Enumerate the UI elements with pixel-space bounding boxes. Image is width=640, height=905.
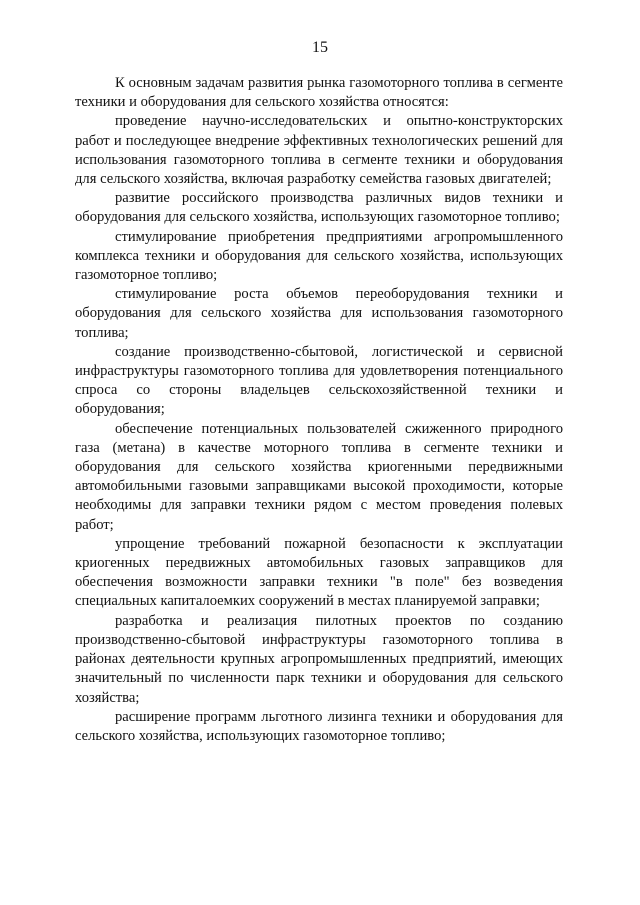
list-item-purchase-incentives: стимулирование приобретения предприятиями агропромышленного комплекса техники и оборудования для сельского хозяйства, использующих газомоторное топливо; [75, 228, 563, 284]
list-item-fire-safety: упрощение требований пожарной безопасности к эксплуатации криогенных передвижных автомобильных газовых заправщиков для обеспечения возможности заправки техники "в поле" без возведения специальных капиталоемких сооружений в местах планируемой заправки; [75, 535, 563, 610]
list-item-research: проведение научно-исследовательских и опытно-конструкторских работ и последующее внедрение эффективных технологических решений для использования газомоторного топлива в сегменте техники и оборудования для сельского хозяйства, включая разработку семейства газовых двигателей; [75, 113, 563, 188]
list-item-infrastructure: создание производственно-сбытовой, логистической и сервисной инфраструктуры газомоторного топлива для удовлетворения потенциального спроса со стороны владельцев сельскохозяйственной техники и оборудования; [75, 343, 563, 418]
list-item-pilot-projects: разработка и реализация пилотных проектов по созданию производственно-сбытовой инфраструктуры газомоторного топлива в районах деятельности крупных агропромышленных предприятий, имеющих значительный по численности парк техники и оборудования для сельского хозяйства; [75, 612, 563, 706]
list-item-conversion-incentives: стимулирование роста объемов переоборудования техники и оборудования для сельского хозяйства для использования газомоторного топлива; [75, 286, 563, 341]
list-item-domestic-production: развитие российского производства различных видов техники и оборудования для сельского хозяйства, использующих газомоторное топливо; [75, 190, 563, 226]
list-item-cryogenic-refuelers: обеспечение потенциальных пользователей сжиженного природного газа (метана) в качестве моторного топлива в сегменте техники и оборудования для сельского хозяйства криогенными передвижными автомобильными газовыми заправщиками высокой проходимости, которые необходимы для заправки техники рядом с местом проведения полевых работ; [75, 420, 563, 533]
document-body [75, 74, 563, 746]
page-number: 15 [312, 39, 328, 56]
intro-paragraph: К основным задачам развития рынка газомоторного топлива в сегменте техники и оборудования для сельского хозяйства относятся: [75, 75, 563, 111]
list-item-leasing: расширение программ льготного лизинга техники и оборудования для сельского хозяйства, использующих газомоторное топливо; [75, 708, 563, 744]
